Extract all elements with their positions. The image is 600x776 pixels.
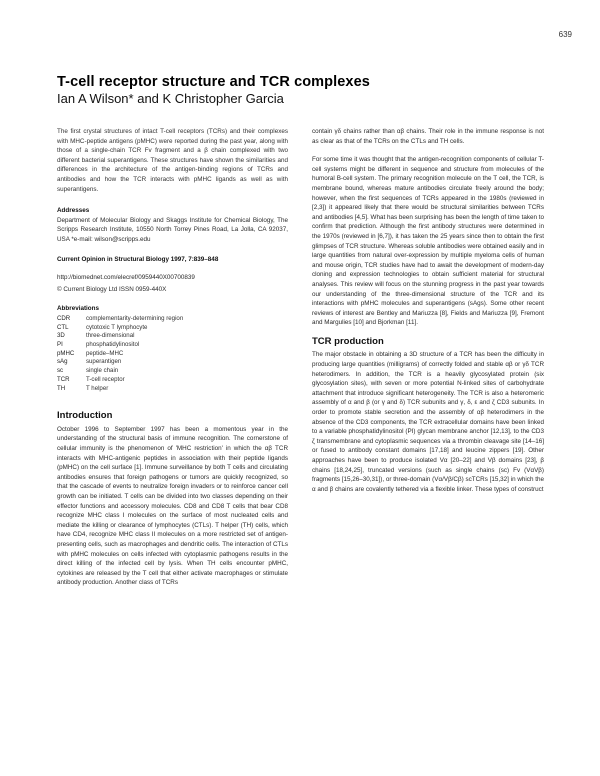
paper-title: T-cell receptor structure and TCR complexes	[57, 74, 370, 90]
abbreviation-row: CDR complementarity-determining region	[57, 314, 184, 322]
abstract: The first crystal structures of intact T-cell receptors (TCRs) and their complexes with MHC-peptide antigens (pMHC) were reported during the past year, along with those of a single-chain TCR Fv fragment and a β chain complexed with two different bacterial superantigens. These structures have shown the similarities and differences in the architecture of the antigen-binding regions of TCRs and antibodies and how the TCR interacts with pMHC ligands as well as with superantigens.	[57, 128, 288, 193]
abbreviation-row: TCR T-cell receptor	[57, 375, 125, 383]
abbreviation-row: sc single chain	[57, 367, 119, 375]
addresses: Department of Molecular Biology and Skaggs Institute for Chemical Biology, The Scripps Research Institute, 10550 North Torrey Pines Road, La Jolla, CA 92037, USA *e-mail: wilson@scripps.edu	[57, 216, 288, 243]
copyright: © Current Biology Ltd ISSN 0959-440X	[57, 285, 167, 293]
abbreviation-row: PI phosphatidylinositol	[57, 341, 140, 349]
introduction-paragraph-2: For some time it was thought that the antigen-recognition components of cellular T-cell systems might be different in sequence and structure from molecules of the humoral B-cell system. The primary recognition molecule on the T cell, the TCR, is membrane bound, whereas mature antibodies circulate freely around the body; however, when the first sequences of TCRs appeared in the 1980s (reviewed in [2,3]) it appeared likely that there would be structural similarities between TCRs and antibodies [4,5]. What has been surprising has been the length of time taken to confirm that prediction. Although the first antibody structures were determined in the 1970s (reviewed in [6,7]), it has taken the 25 years since then to obtain the first glimpses of TCR structure. Whereas soluble antibodies were obtained easily and in large quantities from natural over-expression by multiple myeloma cells of human and mouse origin, TCR studies have had to await the development of modern-day cloning and expression technologies to obtain sufficient material for structural analyses. This review will focus on the stunning progress in the past year towards our understanding of the three-dimensional structure of the TCR and its interactions with pMHC molecules and superantigens (sAgs). Some other recent reviews of interest are Bentley and Mariuzza [8], Fields and Mariuzza [9], Fremont and Margulies [10] and Bjorkman [11].	[312, 156, 544, 327]
tcr-production-text: The major obstacle in obtaining a 3D structure of a TCR has been the difficulty in producing large quantities (milligrams) of correctly folded and stable αβ or γδ TCR heterodimers. In addition, the TCR is a heavily glycosylated protein (six glycosylation sites), with seven or more potential N-linked sites of carbohydrate attachment that introduce significant heterogeneity. The TCR is also a heteromeric assembly of α and β (or γ and δ) TCR subunits and γ, δ, ε and ζ CD3 subunits. In order to promote stable secretion and the assembly of αβ heterodimers in the absence of the CD3 components, the TCR extracellular domains have been linked to a variable phosphatidylinositol (PI) glycan membrane anchor [12,13], to the CD3 ζ transmembrane and cytoplasmic sequences via a thrombin cleavage site [14–16] or fused to antibody constant domains [17,18] and leucine zippers [19]. Other approaches have been to produce isolated Vα [20–22] and Vβ domains [23], β chains [18,24,25], truncated versions (such as single chains (sc) Fv (VαVβ) fragments [15,26–30,31]), or three-domain (Vα/Vβ/Cβ) scTCRs [15,32] in which the α and β chains are covalently tethered via a flexible linker. These types of construct	[312, 351, 544, 493]
introduction-continued: contain γδ chains rather than αβ chains. Their role in the immune response is not as clear as that of the TCRs on the CTLs and TH cells.	[312, 128, 544, 145]
left-column	[57, 127, 288, 597]
introduction-text: October 1996 to September 1997 has been a momentous year in the understanding of the structural basis of immune recognition. The cornerstone of cellular immunity is the phenomenon of 'MHC restriction' in which the αβ TCR interacts with MHC-antigenic peptides in association with their peptide ligands (pMHC) on the cell surface [1]. Immune surveillance by both T cells and circulating antibodies ensures that foreign pathogens or tumors are quickly recognized, so that the cascade of events to neutralize foreign invaders or to reinforce cancer cell growth can be initiated. T cells can be divided into two classes depending on their effector functions and accessory molecules. CD8 and CD8 T cells that bear CD8 recognize MHC class I molecules on the surface of most nucleated cells and mediate the killing or clearance of lymphocytes (CTLs). T helper (TH) cells, which have CD4, recognize MHC class II molecules on a more restricted set of antigen-presenting cells, such as macrophages and dendritic cells. The interaction of CTLs with pMHC molecules on cells infected with cytoplasmic pathogens results in the direct killing of the infected cell by lysis. When TH cells encounter pMHC, cytokines are released by the T cell that either activate macrophages or stimulate antibody production. Another class of TCRs	[57, 425, 288, 587]
journal-citation: Current Opinion in Structural Biology 1997, 7:839–848	[57, 255, 219, 263]
page-number: 639	[558, 30, 572, 39]
addresses-heading: Addresses	[57, 207, 90, 215]
abbreviations-table	[57, 315, 183, 393]
abbreviation-row: sAg superantigen	[57, 358, 122, 366]
introduction-heading: Introduction	[57, 410, 113, 422]
pii-link[interactable]: http://biomednet.com/elecref/0959440X00700839	[57, 274, 195, 282]
abbreviations-heading: Abbreviations	[57, 305, 99, 313]
abbreviation-row: TH T helper	[57, 384, 109, 392]
abbreviation-row: CTL cytotoxic T lymphocyte	[57, 323, 148, 331]
abbreviation-row: 3D three-dimensional	[57, 332, 135, 340]
abbreviation-row: pMHC peptide–MHC	[57, 349, 124, 357]
right-column	[312, 127, 544, 503]
tcr-production-heading: TCR production	[312, 335, 384, 347]
authors: Ian A Wilson* and K Christopher Garcia	[57, 91, 284, 106]
